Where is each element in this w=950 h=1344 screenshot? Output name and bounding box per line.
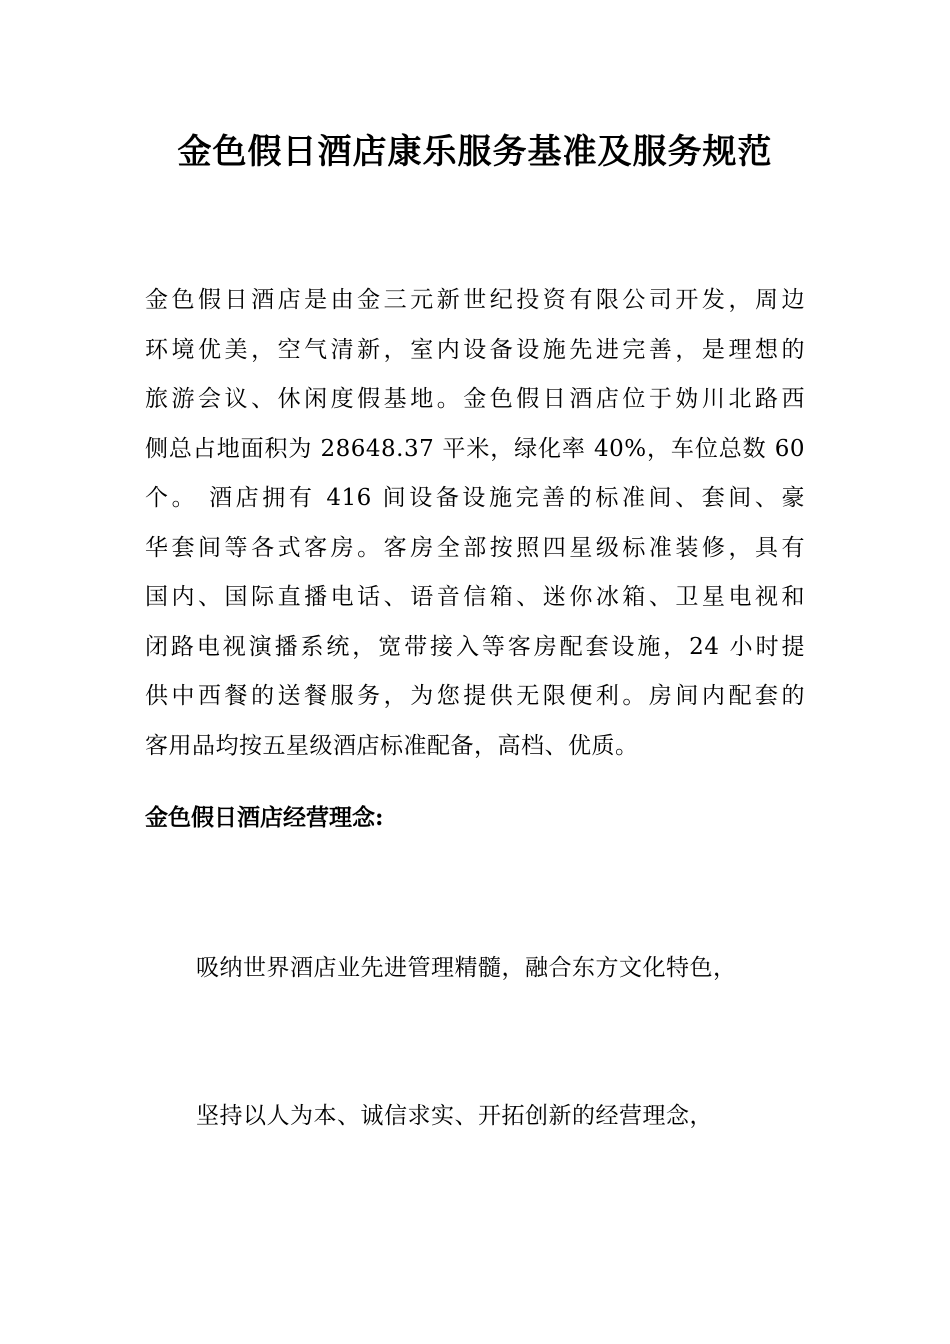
- intro-line: 个。 酒店拥有 416 间设备设施完善的标准间、套间、豪: [145, 485, 805, 511]
- intro-line: 国内、国际直播电话、语音信箱、迷你冰箱、卫星电视和: [145, 584, 805, 610]
- intro-line: 金色假日酒店是由金三元新世纪投资有限公司开发，周边: [145, 287, 805, 313]
- document-title: 金色假日酒店康乐服务基准及服务规范: [177, 132, 773, 172]
- intro-line: 客用品均按五星级酒店标准配备，高档、优质。: [145, 732, 639, 759]
- intro-line: 环境优美，空气清新，室内设备设施先进完善，是理想的: [145, 336, 805, 363]
- intro-line: 侧总占地面积为 28648.37 平米，绿化率 40%，车位总数 60: [145, 435, 805, 462]
- intro-line: 旅游会议、休闲度假基地。金色假日酒店位于妫川北路西: [145, 386, 805, 412]
- intro-line: 华套间等各式客房。客房全部按照四星级标准装修，具有: [145, 534, 805, 561]
- intro-paragraph: [145, 276, 805, 771]
- philosophy-line: 吸纳世界酒店业先进管理精髓，融合东方文化特色，: [196, 955, 737, 981]
- section-heading: 金色假日酒店经营理念:: [145, 804, 384, 831]
- philosophy-line: 坚持以人为本、诚信求实、开拓创新的经营理念，: [196, 1103, 713, 1129]
- intro-line: 闭路电视演播系统，宽带接入等客房配套设施，24 小时提: [145, 633, 805, 660]
- intro-line: 供中西餐的送餐服务，为您提供无限便利。房间内配套的: [145, 683, 805, 709]
